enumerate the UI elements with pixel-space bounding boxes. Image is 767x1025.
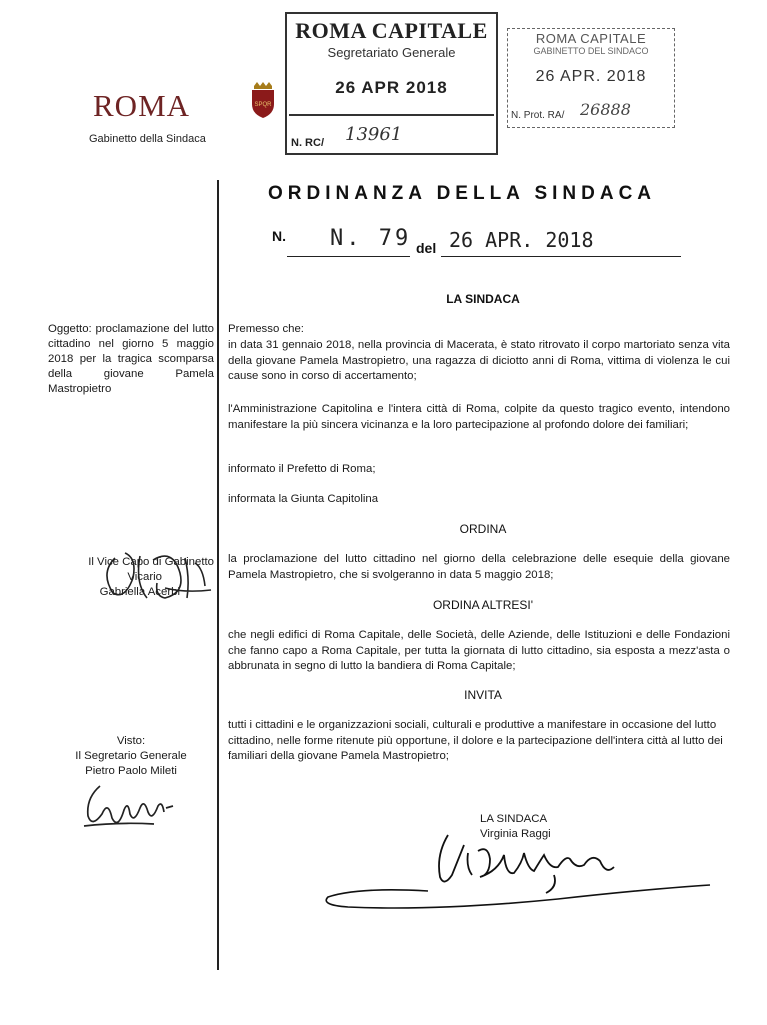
paragraph-administration: l'Amministrazione Capitolina e l'intera città di Roma, colpite da questo tragico evento, intendono manifestare la più sincera vicinanza e la loro partecipazione al profondo dolore dei familiari;	[228, 403, 730, 431]
heading-ordina: ORDINA	[459, 522, 507, 536]
stamp2-subtitle: GABINETTO DEL SINDACO	[533, 46, 649, 56]
mayor-title: LA SINDACA	[480, 813, 548, 825]
vice-chief-signature	[95, 538, 215, 608]
paragraph-flags: che negli edifici di Roma Capitale, delle Società, delle Aziende, delle Istituzioni e delle Fondazioni che fanno capo a Roma Capitale, per tutta la giornata di lutto cittadino, sia esposta a mezz'asta o abbrunata in segno di lutto la bandiera di Roma Capitale;	[228, 629, 730, 672]
roma-logo: ROMA	[93, 88, 191, 123]
stamp2-prot-label: N. Prot. RA/	[511, 110, 565, 121]
paragraph-giunta: informata la Giunta Capitolina	[228, 493, 379, 505]
approval-role: Il Segretario Generale	[75, 750, 187, 762]
paragraph-prefetto: informato il Prefetto di Roma;	[228, 463, 376, 475]
secretary-signature	[78, 778, 188, 838]
stamp-subtitle: Segretariato Generale	[327, 45, 456, 60]
roma-crest-icon	[248, 80, 278, 120]
protocol-stamp-main	[285, 12, 498, 155]
stamp-title: ROMA CAPITALE	[295, 18, 488, 43]
stamp-rc-label: N. RC/	[291, 137, 324, 149]
paragraph-proclamation: la proclamazione del lutto cittadino nel giorno della celebrazione delle esequie della giovane Pamela Mastropietro, che si svolgeranno in data 5 maggio 2018;	[228, 553, 730, 581]
ordinance-date: 26 APR. 2018	[449, 228, 594, 252]
vice-chief-role: Il Vice Capo di Gabinetto	[88, 556, 214, 568]
margin-rule	[217, 180, 219, 970]
heading-invita: INVITA	[464, 688, 502, 702]
number-label: N.	[272, 228, 286, 244]
paragraph-fact: in data 31 gennaio 2018, nella provincia di Macerata, è stato ritrovato il corpo martoriato senza vita della giovane Pamela Mastropietro, una ragazza di diciotto anni di Roma, vittima di violenza le cui cause sono in corso di accertamento;	[228, 339, 730, 382]
approval-label: Visto:	[116, 735, 146, 747]
vice-chief-vicario: Vicario	[127, 571, 162, 583]
stamp2-date: 26 APR. 2018	[535, 68, 647, 85]
paragraph-citizens: tutti i cittadini e le organizzazioni sociali, culturali e produttive a manifestare in occasione del lutto cittadino, nelle forme ritenute più opportune, il dolore e la partecipazione dell'intera città al lutto dei familiari della giovane Pamela Mastropietro;	[228, 719, 723, 762]
approval-name: Pietro Paolo Mileti	[85, 765, 177, 777]
mayor-signature	[318, 815, 718, 920]
stamp-date: 26 APR 2018	[335, 78, 448, 97]
mayor-name: Virginia Raggi	[480, 828, 551, 840]
stamp2-prot-number: 26888	[580, 100, 631, 119]
premesso-label: Premesso che:	[228, 323, 304, 335]
approval-block	[48, 734, 214, 779]
ordinance-number: N. 79	[330, 226, 412, 251]
protocol-stamp-secondary	[507, 28, 675, 128]
stamp-divider	[289, 114, 494, 116]
office-name: Gabinetto della Sindaca	[89, 133, 206, 145]
subject-note: Oggetto: proclamazione del lutto cittadino nel giorno 5 maggio 2018 per la tragica scomparsa della giovane Pamela Mastropietro	[48, 323, 214, 395]
stamp2-title: ROMA CAPITALE	[535, 31, 647, 46]
vice-chief-name: Gabriella Acerbi	[99, 586, 180, 598]
document-title: ORDINANZA DELLA SINDACA	[268, 183, 657, 204]
date-label: del	[416, 240, 437, 256]
heading-la-sindaca: LA SINDACA	[446, 292, 520, 306]
heading-ordina-altresi: ORDINA ALTRESI'	[432, 598, 534, 612]
svg-text:SPQR: SPQR	[254, 102, 272, 108]
stamp-rc-number: 13961	[345, 124, 403, 145]
